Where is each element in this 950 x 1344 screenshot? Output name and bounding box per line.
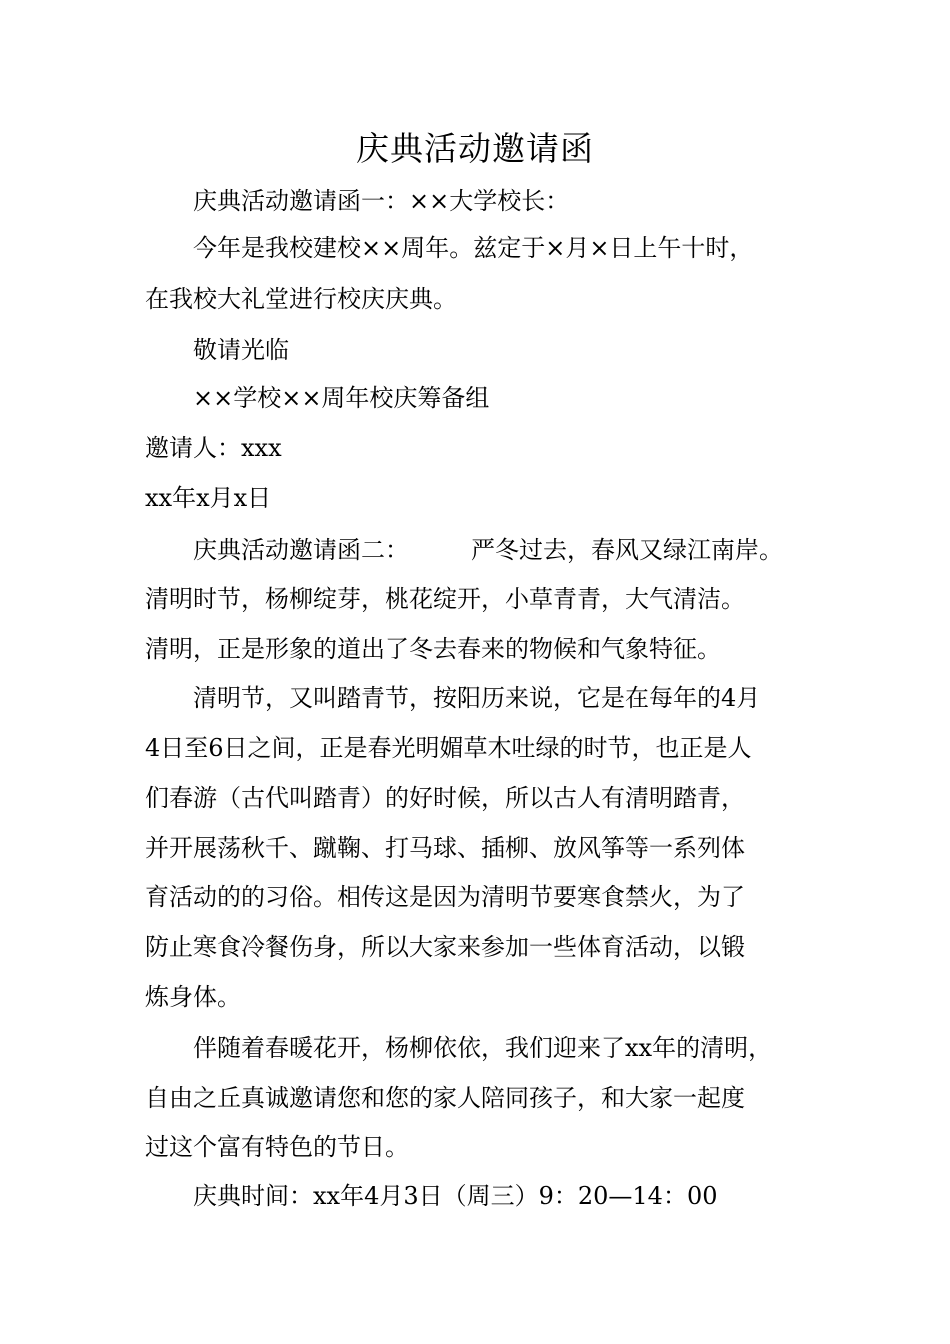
paragraph-line: 伴随着春暖花开，杨柳依依，我们迎来了xx年的清明， <box>193 1034 773 1062</box>
paragraph-line: 今年是我校建校××周年。兹定于×月×日上午十时， <box>193 234 754 262</box>
inviter-line: 邀请人：xxx <box>145 434 282 462</box>
heading-label: 庆典活动邀请函二： <box>193 536 409 564</box>
invitation-one-heading: 庆典活动邀请函一：××大学校长： <box>193 187 570 215</box>
heading-text: 严冬过去，春风又绿江南岸。 <box>471 536 783 564</box>
event-time-line: 庆典时间：xx年4月3日（周三）9：20—14：00 <box>193 1182 718 1210</box>
paragraph-line: 清明，正是形象的道出了冬去春来的物候和气象特征。 <box>145 635 721 663</box>
paragraph-line: 在我校大礼堂进行校庆庆典。 <box>145 285 457 313</box>
paragraph-line: 防止寒食冷餐伤身，所以大家来参加一些体育活动，以锻 <box>145 933 745 961</box>
paragraph-line: 自由之丘真诚邀请您和您的家人陪同孩子，和大家一起度 <box>145 1084 745 1112</box>
paragraph-line: 育活动的的习俗。相传这是因为清明节要寒食禁火，为了 <box>145 883 745 911</box>
paragraph-line: 清明时节，杨柳绽芽，桃花绽开，小草青青，大气清洁。 <box>145 585 745 613</box>
date-line: xx年x月x日 <box>145 484 272 512</box>
paragraph-line: 们春游（古代叫踏青）的好时候，所以古人有清明踏青， <box>145 784 745 812</box>
closing-line: 敬请光临 <box>193 336 289 364</box>
paragraph-line: 炼身体。 <box>145 983 241 1011</box>
document-title: 庆典活动邀请函 <box>356 129 594 168</box>
paragraph-line: 过这个富有特色的节日。 <box>145 1133 409 1161</box>
paragraph-line: 并开展荡秋千、蹴鞠、打马球、插柳、放风筝等一系列体 <box>145 834 745 862</box>
organizer-line: ××学校××周年校庆筹备组 <box>193 384 490 412</box>
invitation-two-heading <box>193 530 883 570</box>
paragraph-line: 清明节，又叫踏青节，按阳历来说，它是在每年的4月 <box>193 684 761 712</box>
paragraph-line: 4日至6日之间，正是春光明媚草木吐绿的时节，也正是人 <box>145 734 752 762</box>
